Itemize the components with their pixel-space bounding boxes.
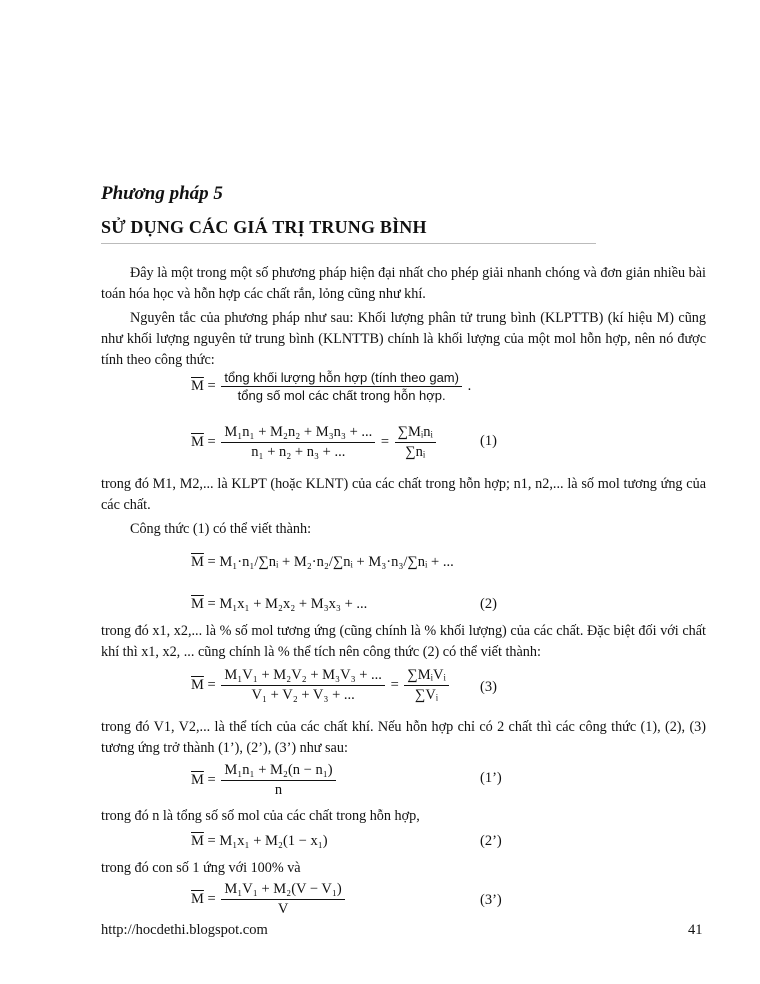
paragraph-rewrite: Công thức (1) có thể viết thành: — [130, 521, 312, 537]
formula-3-prime: $\overline{M}$ = $\frac{\text{M₁V₁ + M₂(V − V₁)}}{V}$ — [191, 881, 347, 918]
chapter-title: Phương pháp 5 — [101, 183, 223, 204]
formula-1-expanded: $\overline{M}$ = M₁·n₁/∑nᵢ + M₂·n₂/∑nᵢ + M₃·n₃/∑nᵢ + ... — [191, 554, 454, 570]
paragraph-principle: Nguyên tắc của phương pháp như sau: Khối lượng phân tử trung bình (KLPTTB) (kí hiệu M) cũng như khối lượng nguyên tử trung bình (KLNTTB) chính là khối lượng của một mol hỗn hợp, nên nó được tính theo công thức: — [101, 310, 706, 368]
eq-number-1-prime: (1’) — [480, 770, 502, 786]
formula-1-prime: $\overline{M}$ = $\frac{\text{M₁n₁ + M₂(n − n₁)}}{n}$ — [191, 762, 338, 799]
heading-divider — [101, 243, 596, 244]
paragraph-intro: Đây là một trong một số phương pháp hiện đại nhất cho phép giải nhanh chóng và đơn giản nhiều bài toán hóa học và hỗn hợp các chất rắn, lỏng cũng như khí. — [101, 265, 706, 302]
paragraph-volume: trong đó V1, V2,... là thể tích của các chất khí. Nếu hỗn hợp chỉ có 2 chất thì các công thức (1), (2), (3) tương ứng trở thành (1’), (2’), (3’) như sau: — [101, 719, 706, 756]
eq-number-2-prime: (2’) — [480, 833, 502, 849]
paragraph-definitions: trong đó M1, M2,... là KLPT (hoặc KLNT) của các chất trong hỗn hợp; n1, n2,... là số mol tương ứng của các chất. — [101, 476, 706, 513]
eq-number-1: (1) — [480, 433, 497, 449]
paragraph-mole-fraction: trong đó x1, x2,... là % số mol tương ứng (cũng chính là % khối lượng) của các chất. Đặc biệt đối với chất khí thì x1, x2, ... cũng chính là % thể tích nên công thức (2) có thể viết thành: — [101, 623, 706, 660]
formula-definition: $\overline{M}$ = $\frac{\text{tổng khối lượng hỗn hợp (tính theo gam)}}{\text{tổng số mol các chất trong hỗn hợp.}}$ . — [191, 370, 472, 403]
section-heading: SỬ DỤNG CÁC GIÁ TRỊ TRUNG BÌNH — [101, 217, 427, 237]
eq-number-2: (2) — [480, 596, 497, 612]
footer-url[interactable]: http://hocdethi.blogspot.com — [101, 922, 268, 938]
eq-number-3: (3) — [480, 679, 497, 695]
eq-number-3-prime: (3’) — [480, 892, 502, 908]
formula-2: $\overline{M} = M_1x_1 + M_2x_2 + M_3x_3$ + ... — [191, 596, 368, 612]
paragraph-total-moles: trong đó n là tổng số số mol của các chất trong hỗn hợp, — [101, 808, 420, 824]
formula-1: $\overline{M}$ = $\frac{\text{M₁n₁ + M₂n₂ + M₃n₃ + ...}}{\text{n₁ + n₂ + n₃ + ...}}$ = $\frac{\text{∑Mᵢnᵢ}}{\text{∑nᵢ}}$ — [191, 424, 438, 461]
paragraph-percent: trong đó con số 1 ứng với 100% và — [101, 860, 301, 876]
formula-3: $\overline{M}$ = $\frac{\text{M₁V₁ + M₂V₂ + M₃V₃ + ...}}{\text{V₁ + V₂ + V₃ + ...}}$ = $\frac{\text{∑MᵢVᵢ}}{\text{∑Vᵢ}}$ — [191, 667, 451, 704]
formula-2-prime: $\overline{M} = M_1x_1 + M_2(1 - x_1)$ — [191, 833, 328, 849]
page-number: 41 — [688, 922, 703, 938]
